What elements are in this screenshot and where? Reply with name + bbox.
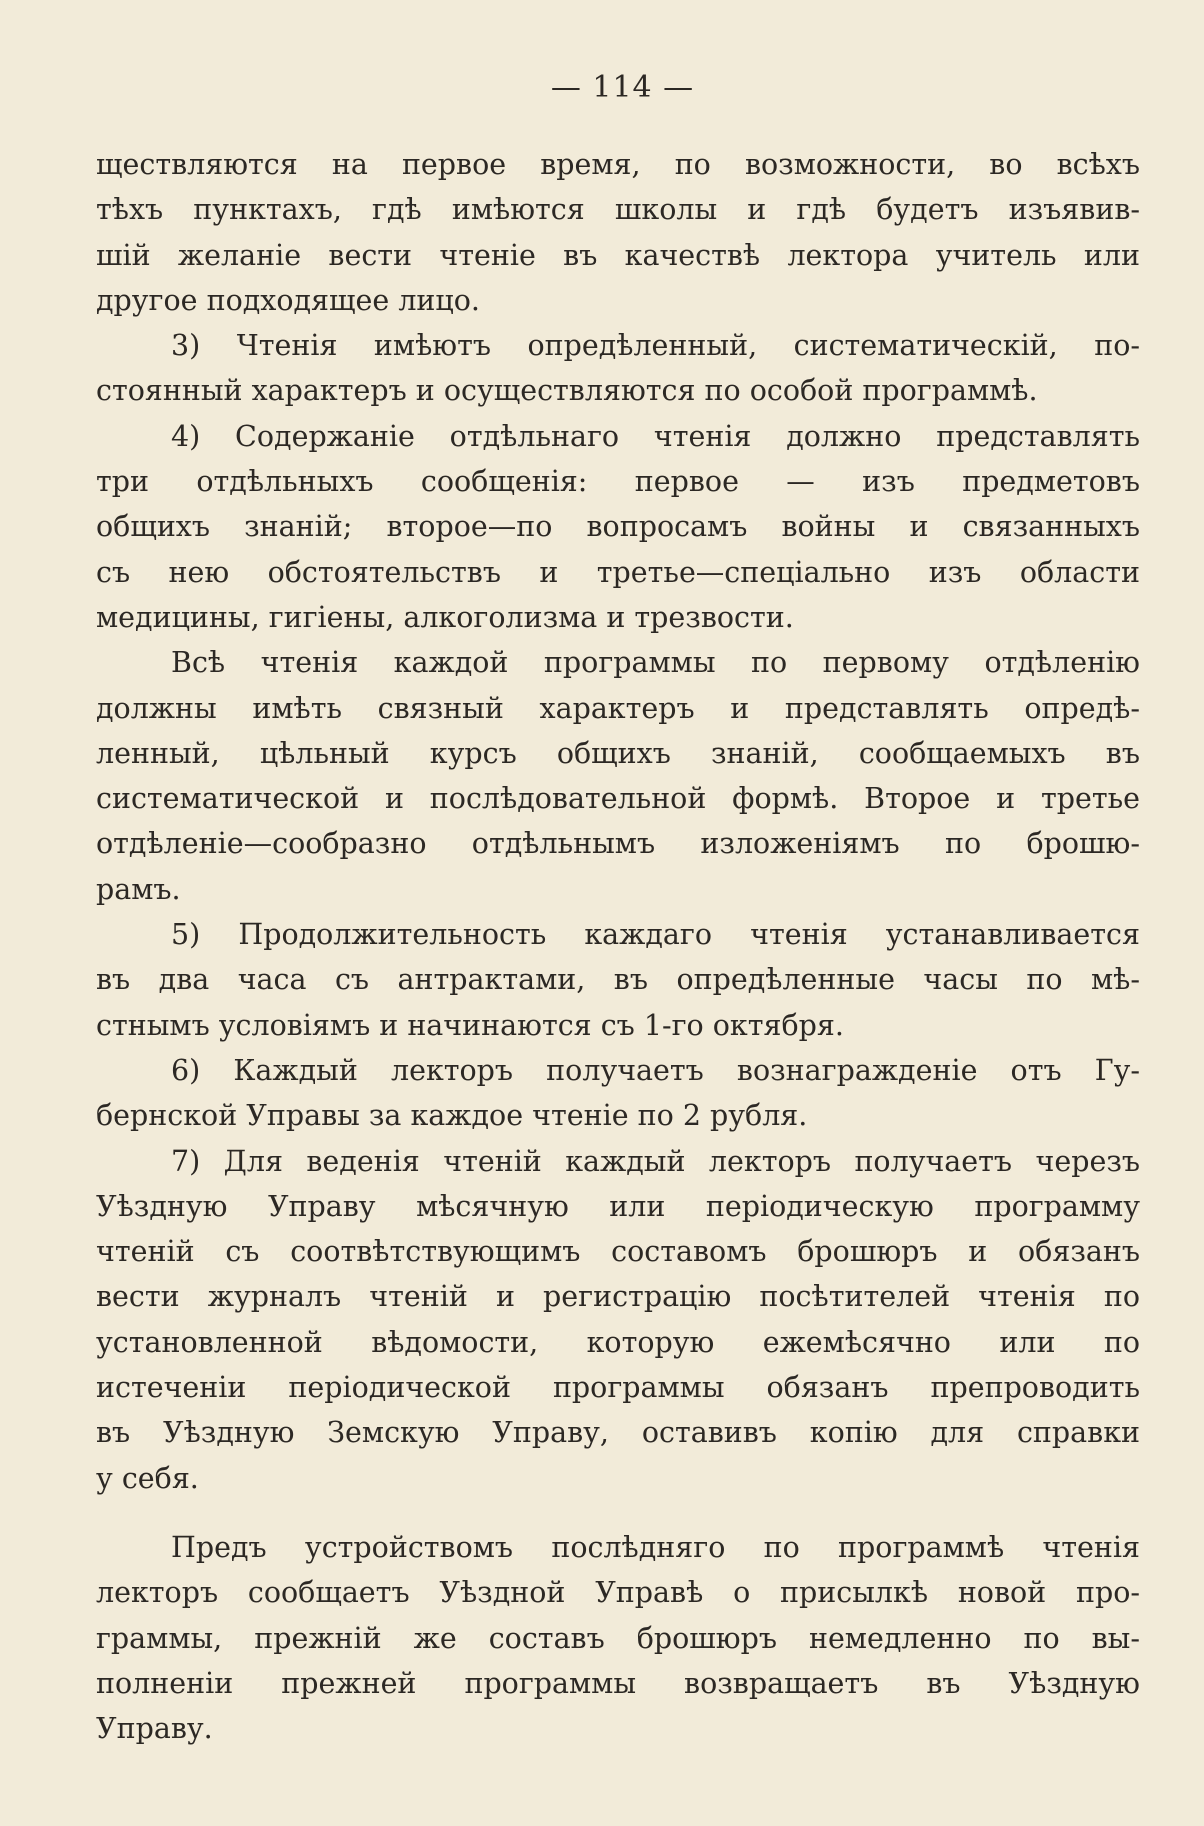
text-line: общихъ знаній; второе—по вопросамъ войны и связанныхъ [96, 510, 1140, 544]
text-line: вести журналъ чтеній и регистрацію посѣтителей чтенія по [96, 1280, 1140, 1314]
text-line: Уѣздную Управу мѣсячную или періодическую программу [96, 1189, 1140, 1223]
text-line: лекторъ сообщаетъ Уѣздной Управѣ о присылкѣ новой про- [96, 1576, 1140, 1610]
text-line: отдѣленіе—сообразно отдѣльнымъ изложеніямъ по брошю- [96, 827, 1140, 861]
text-line: шій желаніе вести чтеніе въ качествѣ лектора учитель или [96, 238, 1140, 272]
text-line: ществляются на первое время, по возможности, во всѣхъ [96, 148, 1140, 181]
page-number: — 114 — [550, 70, 695, 105]
text-line: систематической и послѣдовательной формѣ. Второе и третье [96, 782, 1140, 816]
text-line: ленный, цѣльный курсъ общихъ знаній, сообщаемыхъ въ [96, 736, 1140, 770]
text-line: рамъ. [96, 872, 181, 906]
text-line: должны имѣть связный характеръ и представлять опредѣ- [96, 691, 1140, 725]
text-line: Предъ устройствомъ послѣдняго по программѣ чтенія [171, 1530, 1140, 1564]
text-line: 7) Для веденія чтеній каждый лекторъ получаетъ черезъ [171, 1144, 1140, 1178]
text-line: 3) Чтенія имѣютъ опредѣленный, систематическій, по- [171, 329, 1140, 363]
body-text [96, 142, 1140, 1751]
text-line: стоянный характеръ и осуществляются по особой программѣ. [96, 374, 1038, 408]
text-line: у себя. [96, 1461, 199, 1495]
text-line: другое подходящее лицо. [96, 283, 480, 317]
text-line: Управу. [96, 1712, 213, 1746]
text-line: въ два часа съ антрактами, въ опредѣленные часы по мѣ- [96, 963, 1140, 997]
text-line: медицины, гигіены, алкоголизма и трезвости. [96, 600, 794, 634]
text-line: граммы, прежній же составъ брошюръ немедленно по вы- [96, 1621, 1140, 1655]
text-line: стнымъ условіямъ и начинаются съ 1-го октября. [96, 1008, 844, 1042]
text-line: 4) Содержаніе отдѣльнаго чтенія должно представлять [171, 419, 1140, 453]
text-line: Всѣ чтенія каждой программы по первому отдѣленію [171, 646, 1140, 680]
text-line: истеченіи періодической программы обязанъ препроводить [96, 1371, 1140, 1405]
text-line: въ Уѣздную Земскую Управу, оставивъ копію для справки [96, 1416, 1140, 1450]
text-line: 5) Продолжительность каждаго чтенія устанавливается [171, 918, 1140, 952]
text-line: три отдѣльныхъ сообщенія: первое — изъ предметовъ [96, 465, 1140, 499]
text-line: съ нею обстоятельствъ и третье—спеціально изъ области [96, 555, 1140, 589]
text-line: тѣхъ пунктахъ, гдѣ имѣются школы и гдѣ будетъ изъявив- [96, 193, 1140, 227]
text-line: 6) Каждый лекторъ получаетъ вознагражденіе отъ Гу- [171, 1053, 1140, 1087]
text-line: чтеній съ соотвѣтствующимъ составомъ брошюръ и обязанъ [96, 1235, 1140, 1269]
text-line: установленной вѣдомости, которую ежемѣсячно или по [96, 1325, 1140, 1359]
text-line: бернской Управы за каждое чтеніе по 2 рубля. [96, 1099, 808, 1133]
text-line: полненіи прежней программы возвращаетъ въ Уѣздную [96, 1666, 1140, 1700]
